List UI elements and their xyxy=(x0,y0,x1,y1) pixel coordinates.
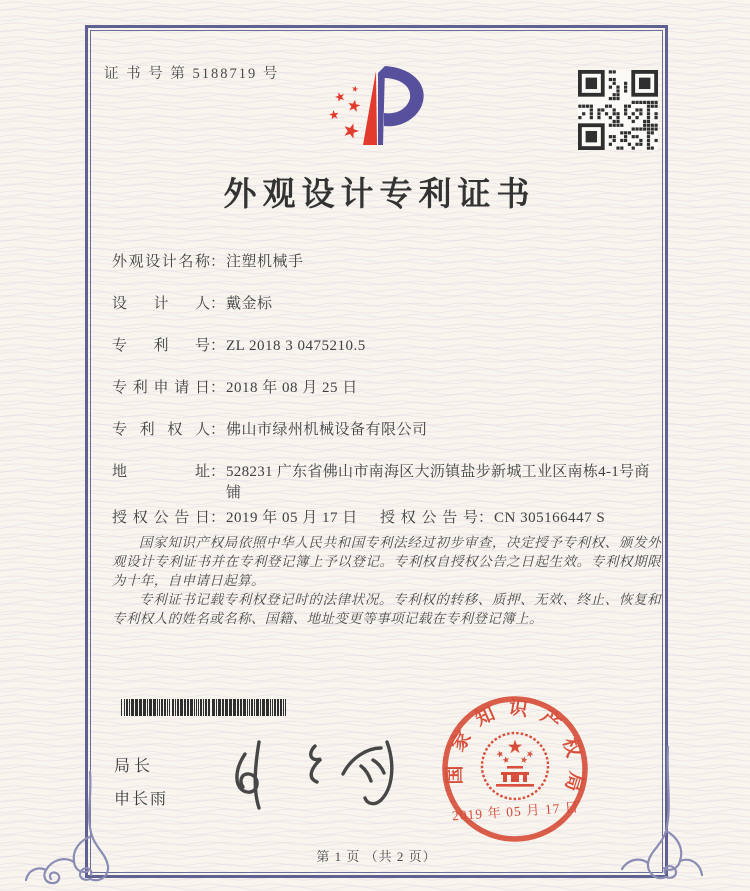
field-value: 2019 年 05 月 17 日 xyxy=(226,510,358,526)
field-row-filing-date xyxy=(112,378,661,420)
field-label: 地址 xyxy=(112,464,210,480)
field-label: 专利申请日 xyxy=(112,380,210,396)
field-colon: ： xyxy=(210,422,226,438)
director-signature xyxy=(215,732,420,817)
field-value: CN 305166447 S xyxy=(494,510,606,526)
page-footer: 第 1 页 （共 2 页） xyxy=(316,849,437,864)
field-colon: ： xyxy=(210,338,226,354)
field-value: ZL 2018 3 0475210.5 xyxy=(226,338,366,354)
field-pair-grant-number xyxy=(380,508,605,529)
field-label: 授权公告号 xyxy=(380,510,478,526)
field-row-address xyxy=(112,462,661,508)
director-title: 局长 xyxy=(114,758,155,775)
field-row-patentee xyxy=(112,420,661,462)
certificate-number: 证 书 号 第 5188719 号 xyxy=(104,66,280,82)
legal-paragraph-1: 国家知识产权局依照中华人民共和国专利法经过初步审查，决定授予专利权、颁发外观设计专利证书并在专利登记簿上予以登记。专利权自授权公告之日起生效。专利权期限为十年，自申请日起算。 xyxy=(112,535,661,588)
field-value: 注塑机械手 xyxy=(226,254,304,270)
field-value: 佛山市绿州机械设备有限公司 xyxy=(226,422,428,438)
field-row-designer xyxy=(112,294,661,336)
field-colon: ： xyxy=(210,296,226,312)
director-name: 申长雨 xyxy=(114,791,169,808)
official-seal xyxy=(440,694,590,844)
seal-date: 2019 年 05 月 17 日 xyxy=(451,799,580,824)
national-emblem-icon xyxy=(482,733,548,799)
fields-section xyxy=(112,246,661,550)
field-row-patent-number xyxy=(112,336,661,378)
field-label: 设计人 xyxy=(112,296,210,312)
corner-ornament-bottom-left-icon xyxy=(20,770,120,888)
field-value: 528231 广东省佛山市南海区大沥镇盐步新城工业区南栋4-1号商铺 xyxy=(226,464,650,501)
field-label: 专利号 xyxy=(112,338,210,354)
field-label: 外观设计名称 xyxy=(112,254,210,270)
field-label: 专利权人 xyxy=(112,422,210,438)
field-colon: ： xyxy=(210,380,226,396)
field-label: 授权公告日 xyxy=(112,510,210,526)
field-value: 2018 年 08 月 25 日 xyxy=(226,380,358,396)
field-colon: ： xyxy=(210,510,226,526)
legal-paragraph-2: 专利证书记载专利权登记时的法律状况。专利权的转移、质押、无效、终止、恢复和专利权人的姓名或名称、国籍、地址变更等事项记载在专利登记簿上。 xyxy=(112,592,661,626)
certificate-title: 外观设计专利证书 xyxy=(223,177,536,213)
field-value: 戴金标 xyxy=(226,296,273,312)
field-pair-grant-date xyxy=(112,508,380,529)
corner-ornament-bottom-right-icon xyxy=(618,745,706,888)
field-row-design-name xyxy=(112,252,661,294)
qr-code xyxy=(578,70,658,150)
field-colon: ： xyxy=(210,464,226,480)
legal-text-section xyxy=(112,533,661,628)
field-colon: ： xyxy=(478,510,494,526)
cnipa-patent-logo-icon xyxy=(325,53,443,167)
field-colon: ： xyxy=(210,254,226,270)
barcode xyxy=(121,699,289,716)
seal-ring-text: 国家知识产权局 xyxy=(444,697,587,806)
